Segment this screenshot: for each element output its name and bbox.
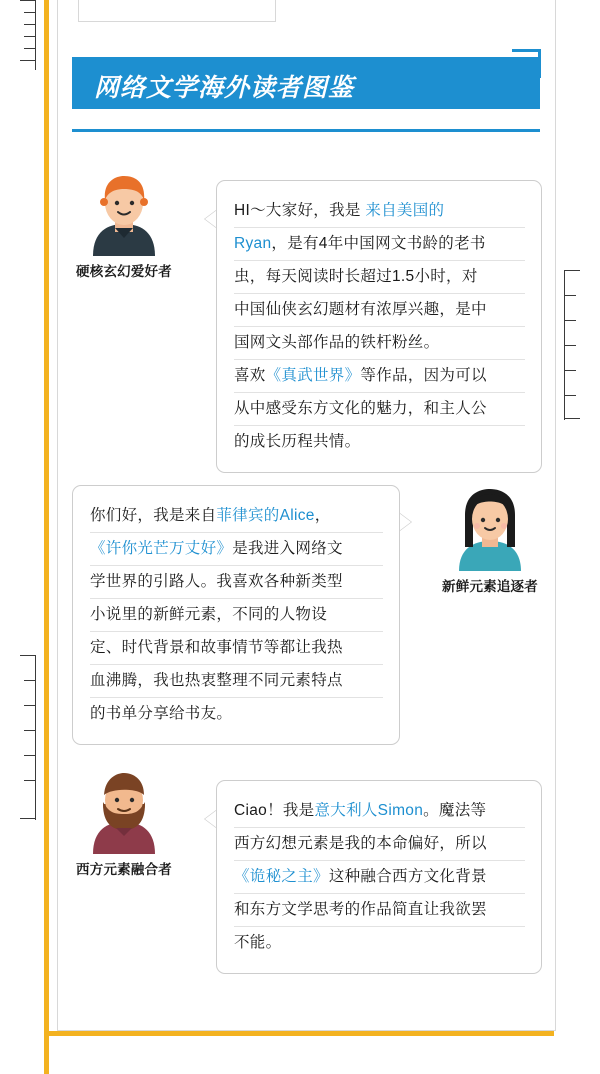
bubble-line: 从中感受东方文化的魅力，和主人公 [234,393,525,426]
bubble-tail [399,513,411,531]
avatar-female-black-hair-icon [451,485,529,571]
bubble-line: 中国仙侠玄幻题材有浓厚兴趣，是中 [234,294,525,327]
left-ruler-ticks [14,0,36,1074]
bubble-line: 西方幻想元素是我的本命偏好，所以 [234,828,525,861]
bubble-line: 血沸腾，我也热衷整理不同元素特点 [90,665,383,698]
avatar-label: 硬核玄幻爱好者 [76,264,172,279]
reader-profile-entry [72,170,542,460]
speech-bubble [216,780,542,974]
bubble-line: Ciao！我是意大利人Simon。魔法等 [234,795,525,828]
right-ruler-ticks [564,0,586,1074]
bubble-line: HI～大家好，我是 来自美国的 [234,195,525,228]
bubble-line: 的成长历程共情。 [234,433,361,450]
bubble-line: Ryan，是有4年中国网文书龄的老书 [234,228,525,261]
speech-bubble [72,485,400,745]
title-bar [72,57,540,109]
reader-profile-entry [72,768,542,958]
avatar-block [438,485,542,595]
bubble-line: 不能。 [234,934,282,951]
avatar-male-beard-icon [85,768,163,854]
bubble-line: 小说里的新鲜元素，不同的人物设 [90,599,383,632]
bubble-line: 和东方文学思考的作品简直让我欲罢 [234,894,525,927]
bubble-line: 的书单分享给书友。 [90,705,233,722]
bubble-line: 你们好，我是来自菲律宾的Alice， [90,500,383,533]
avatar-label: 新鲜元素追逐者 [442,579,538,594]
frame-accent-left [44,0,49,1074]
bubble-line: 喜欢《真武世界》等作品，因为可以 [234,360,525,393]
bubble-line: 定、时代背景和故事情节等都让我热 [90,632,383,665]
bubble-line: 学世界的引路人。我喜欢各种新类型 [90,566,383,599]
bubble-line: 虫，每天阅读时长超过1.5小时，对 [234,261,525,294]
title-underline [72,129,540,132]
avatar-block [72,768,176,878]
top-notch-decoration [78,0,276,22]
avatar-block [72,170,176,280]
page-title: 网络文学海外读者图鉴 [94,74,355,102]
reader-profile-entry [72,485,542,750]
corner-bracket-decoration [512,49,541,78]
speech-bubble [216,180,542,473]
section-header [72,57,540,109]
bubble-line: 《许你光芒万丈好》是我进入网络文 [90,533,383,566]
avatar-label: 西方元素融合者 [76,862,172,877]
frame-accent-bottom [44,1031,554,1036]
bubble-line: 《诡秘之主》这种融合西方文化背景 [234,861,525,894]
bubble-line: 国网文头部作品的铁杆粉丝。 [234,327,525,360]
avatar-male-orange-hair-icon [85,170,163,256]
